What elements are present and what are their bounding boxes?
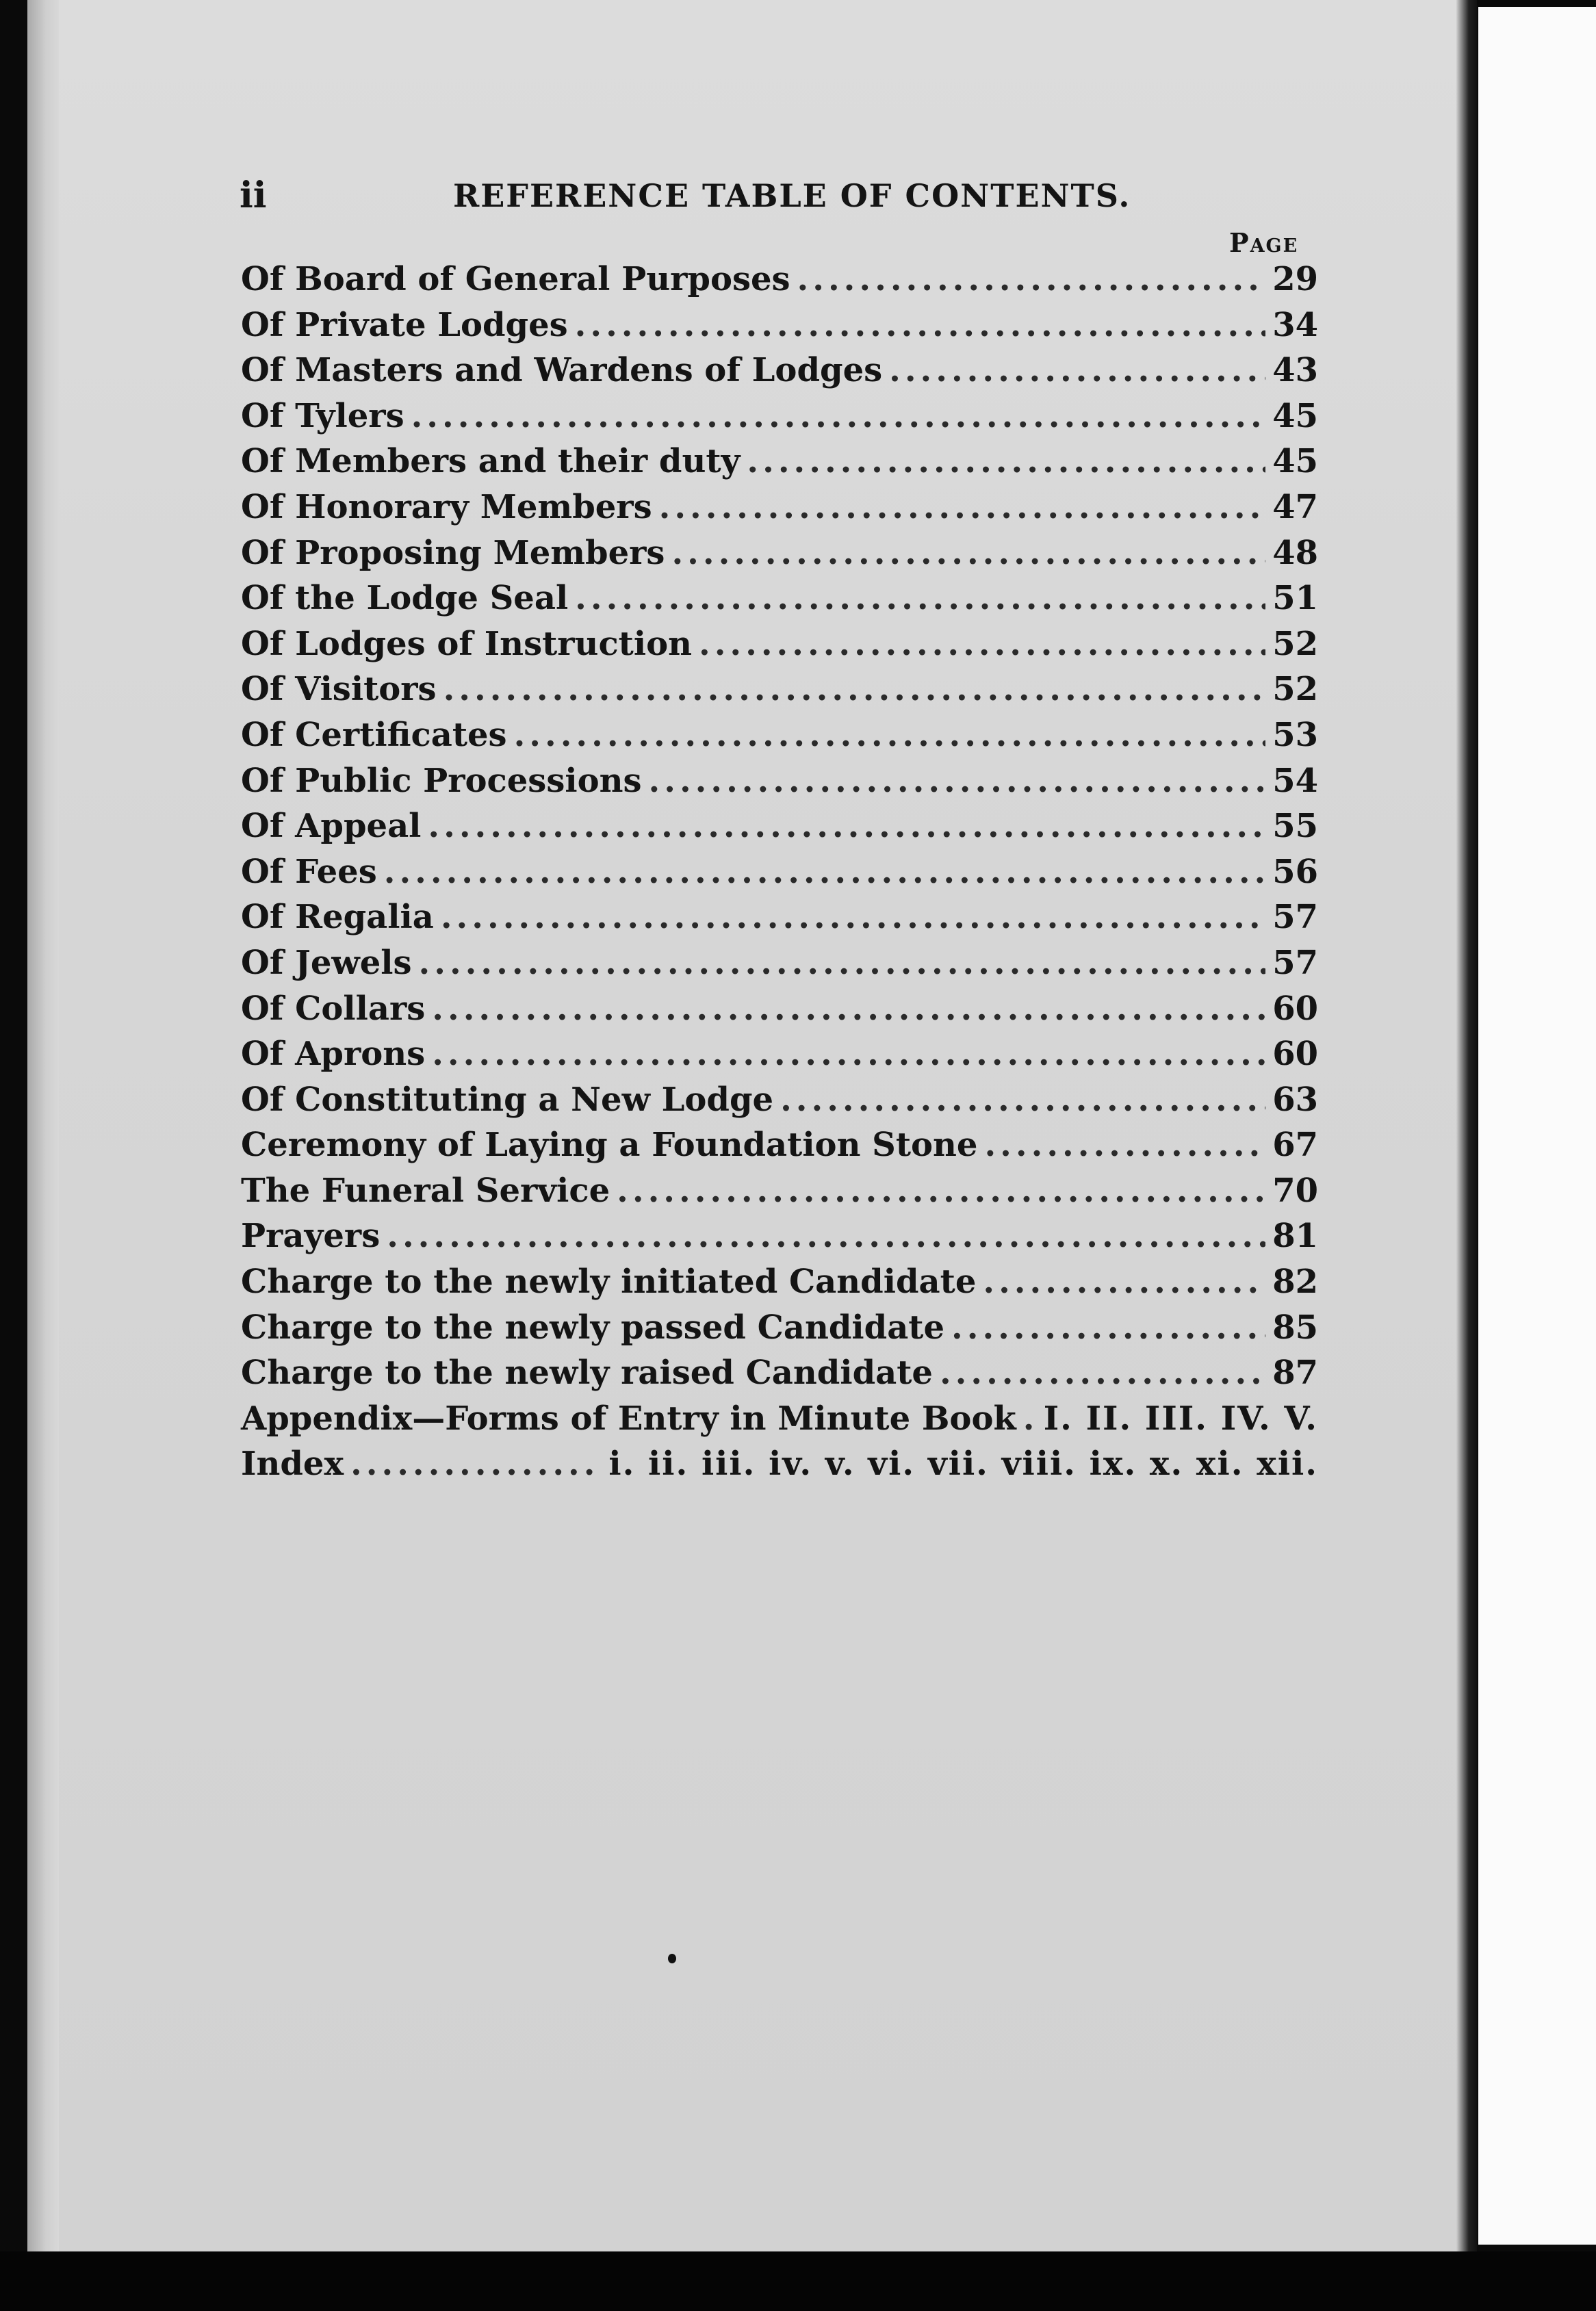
toc-entry-page: 87 — [1272, 1354, 1318, 1393]
toc-entry — [241, 1399, 1318, 1445]
toc-entry-title: Of Proposing Members — [241, 533, 665, 572]
toc-entry-title: Of Collars — [241, 989, 426, 1028]
toc-entry — [241, 351, 1318, 397]
page-left-edge — [27, 0, 59, 2251]
toc-entry-title: Of Board of General Purposes — [241, 260, 790, 298]
leader-dots — [387, 1217, 1265, 1255]
toc-entry-title: Of the Lodge Seal — [241, 579, 569, 618]
toc-entry-page: 53 — [1272, 715, 1318, 754]
leader-dots — [983, 1263, 1265, 1301]
toc-entry-title: Of Regalia — [241, 898, 434, 937]
toc-entry-title: Of Public Processions — [241, 761, 642, 800]
toc-entry — [241, 488, 1318, 534]
toc-entry — [241, 1263, 1318, 1308]
toc-entry-page: 82 — [1272, 1263, 1318, 1302]
leader-dots — [514, 716, 1266, 754]
leader-dots — [441, 898, 1265, 936]
page-header — [240, 175, 1321, 222]
binding-shadow — [1456, 0, 1477, 2251]
toc-entry-page: 48 — [1272, 533, 1318, 572]
leader-dots — [575, 306, 1266, 344]
toc-entry-title: Of Constituting a New Lodge — [241, 1080, 774, 1119]
leader-dots — [419, 944, 1266, 982]
ink-speck — [668, 1954, 676, 1963]
toc-entry-title: Of Certificates — [241, 715, 507, 754]
running-title: REFERENCE TABLE OF CONTENTS. — [453, 177, 1131, 214]
toc-entry-title: Of Private Lodges — [241, 305, 568, 344]
toc-entry — [241, 1172, 1318, 1217]
toc-entry-page: 34 — [1272, 305, 1318, 344]
toc-entry — [241, 1354, 1318, 1399]
leader-dots — [984, 1126, 1265, 1164]
leader-dots — [780, 1081, 1265, 1119]
facing-page-blank — [1478, 7, 1596, 2245]
toc-entry-page: 29 — [1272, 260, 1318, 298]
leader-dots — [428, 807, 1265, 845]
toc-entry — [241, 1126, 1318, 1172]
toc-entry-page: 52 — [1272, 670, 1318, 709]
toc-entry-title: Of Jewels — [241, 943, 412, 982]
toc-entry-title: Of Visitors — [241, 670, 437, 709]
toc-entry-page: 45 — [1272, 396, 1318, 435]
toc-entry — [241, 1035, 1318, 1081]
page-column-label: Page — [1229, 227, 1299, 258]
leader-dots — [350, 1445, 602, 1483]
leader-dots — [699, 625, 1265, 663]
toc-entry-title: Prayers — [241, 1217, 381, 1256]
toc-entry — [241, 807, 1318, 853]
leader-dots — [432, 1035, 1265, 1073]
toc-entry-title: Of Honorary Members — [241, 487, 652, 526]
toc-entry — [241, 260, 1318, 306]
toc-entry-title: Of Members and their duty — [241, 442, 741, 481]
toc-entry — [241, 853, 1318, 899]
toc-entry-page: 52 — [1272, 624, 1318, 663]
leader-dots — [671, 534, 1265, 572]
toc-entry-page: 60 — [1272, 989, 1318, 1028]
leader-dots — [940, 1354, 1265, 1392]
toc-entry — [241, 442, 1318, 488]
toc-entry-page: 57 — [1272, 898, 1318, 937]
toc-entry — [241, 534, 1318, 580]
table-of-contents — [241, 260, 1318, 1490]
leader-dots — [411, 397, 1266, 435]
toc-entry-title: Of Tylers — [241, 396, 404, 435]
leader-dots — [951, 1308, 1265, 1347]
toc-entry — [241, 762, 1318, 808]
leader-dots — [747, 442, 1265, 480]
toc-entry — [241, 944, 1318, 990]
toc-entry-page: 55 — [1272, 807, 1318, 846]
toc-entry-title: Index — [241, 1445, 344, 1484]
toc-entry-page: 45 — [1272, 442, 1318, 481]
leader-dots — [384, 853, 1265, 891]
toc-entry-page: 67 — [1272, 1126, 1318, 1165]
page-number: ii — [240, 175, 267, 216]
toc-entry-page: I. II. III. IV. V. — [1043, 1399, 1318, 1438]
toc-entry-page: 85 — [1272, 1308, 1318, 1347]
toc-entry-title: The Funeral Service — [241, 1171, 610, 1210]
toc-entry — [241, 1308, 1318, 1354]
toc-entry-page: 60 — [1272, 1035, 1318, 1074]
toc-entry-page: 70 — [1272, 1171, 1318, 1210]
toc-entry-page: 54 — [1272, 761, 1318, 800]
leader-dots — [575, 579, 1265, 617]
leader-dots — [443, 670, 1266, 708]
leader-dots — [432, 990, 1265, 1028]
toc-entry — [241, 397, 1318, 443]
toc-entry — [241, 990, 1318, 1035]
toc-entry-page: 63 — [1272, 1080, 1318, 1119]
toc-entry-title: Ceremony of Laying a Foundation Stone — [241, 1126, 978, 1165]
toc-entry-title: Of Aprons — [241, 1035, 426, 1074]
toc-entry-title: Charge to the newly passed Candidate — [241, 1308, 945, 1347]
toc-entry-page: i. ii. iii. iv. v. vi. vii. viii. ix. x. xi. xii. — [608, 1445, 1318, 1484]
toc-entry-page: 47 — [1272, 487, 1318, 526]
leader-dots — [649, 762, 1266, 800]
toc-entry-page: 56 — [1272, 852, 1318, 891]
scan-bottom-border — [0, 2251, 1596, 2311]
leader-dots — [659, 488, 1266, 526]
toc-entry — [241, 898, 1318, 944]
toc-entry — [241, 306, 1318, 352]
leader-dots — [797, 260, 1266, 298]
toc-entry-title: Charge to the newly initiated Candidate — [241, 1263, 977, 1302]
toc-entry — [241, 1445, 1318, 1490]
toc-entry-title: Of Masters and Wardens of Lodges — [241, 351, 883, 390]
toc-entry-page: 43 — [1272, 351, 1318, 390]
toc-entry — [241, 1217, 1318, 1263]
toc-entry-title: Of Lodges of Instruction — [241, 624, 692, 663]
leader-dots — [1023, 1399, 1037, 1438]
leader-dots — [889, 351, 1265, 389]
toc-entry — [241, 716, 1318, 762]
toc-entry-title: Of Appeal — [241, 807, 422, 846]
toc-entry — [241, 1081, 1318, 1126]
toc-entry — [241, 625, 1318, 671]
toc-entry-page: 57 — [1272, 943, 1318, 982]
toc-entry-title: Appendix—Forms of Entry in Minute Book — [241, 1399, 1016, 1438]
toc-entry-title: Of Fees — [241, 852, 377, 891]
toc-entry-page: 81 — [1272, 1217, 1318, 1256]
leader-dots — [617, 1172, 1265, 1210]
toc-entry-page: 51 — [1272, 579, 1318, 618]
toc-entry-title: Charge to the newly raised Candidate — [241, 1354, 933, 1393]
toc-entry — [241, 579, 1318, 625]
toc-entry — [241, 670, 1318, 716]
